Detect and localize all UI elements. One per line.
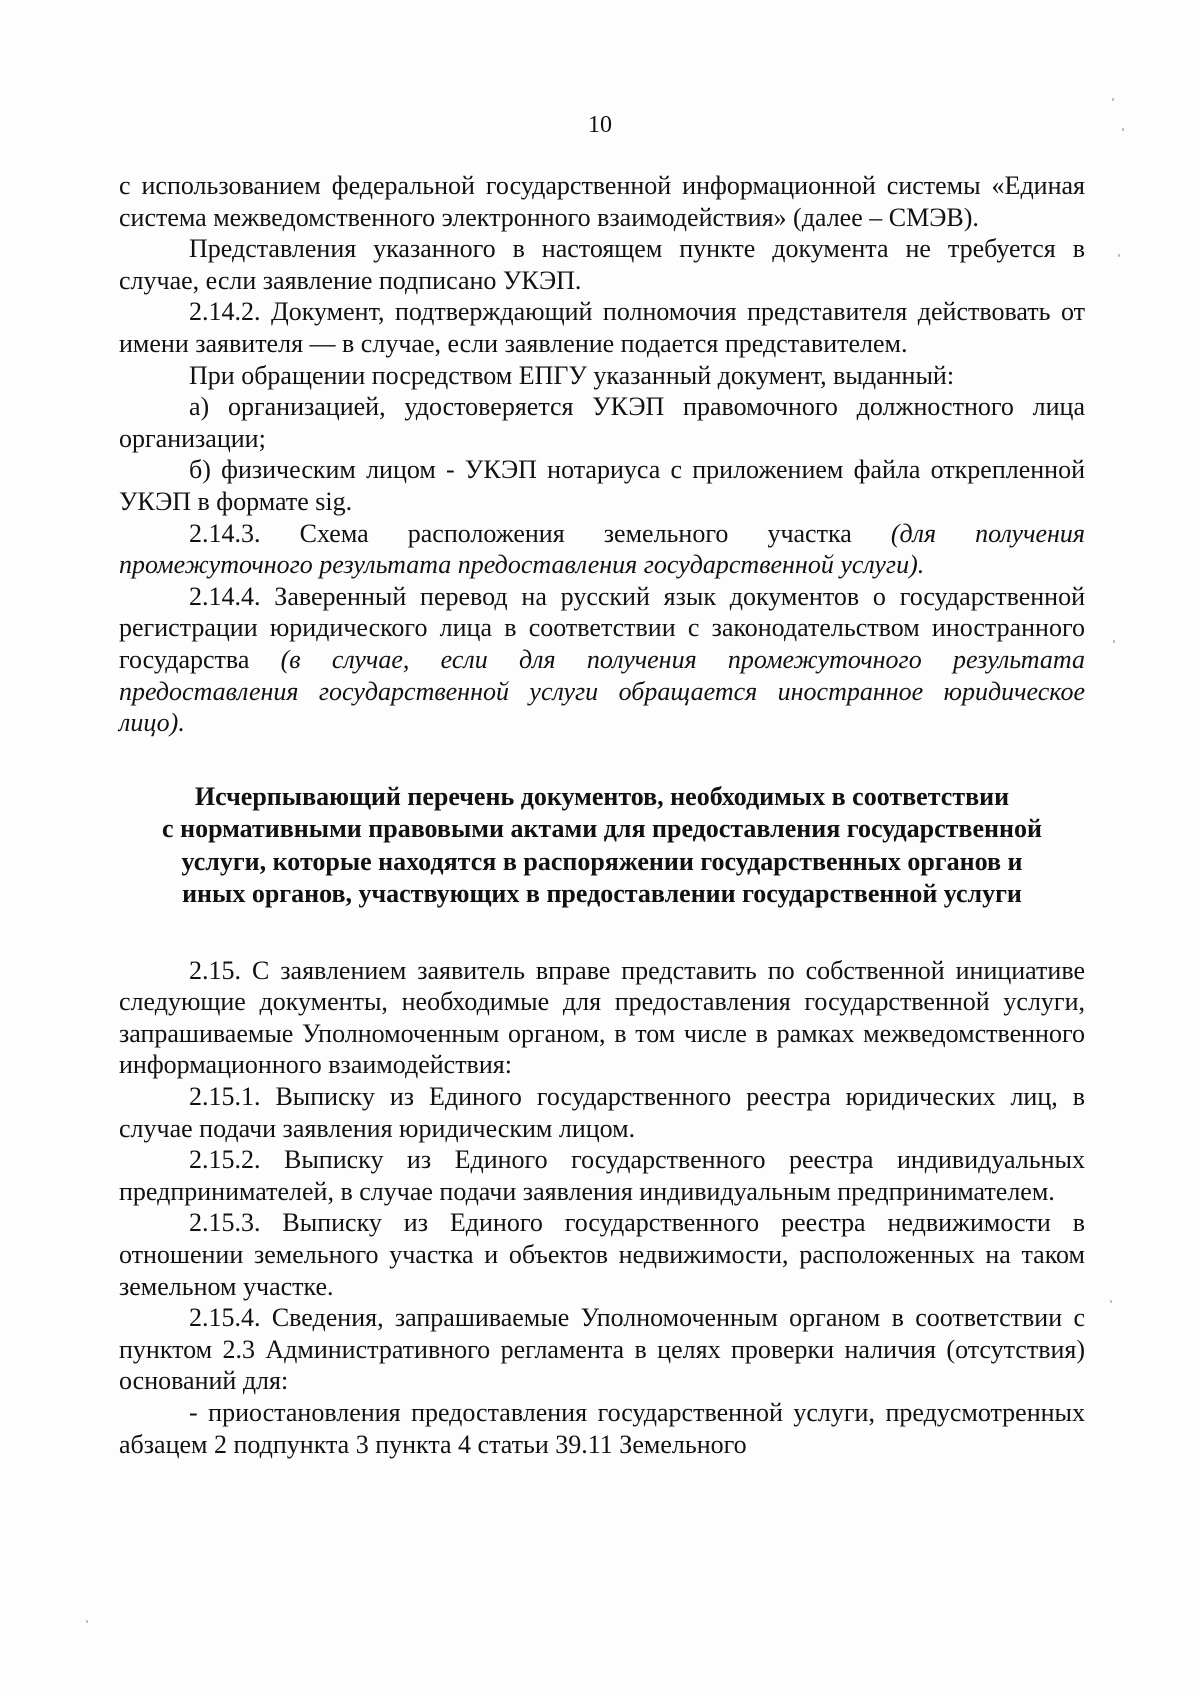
paragraph-2-15-3: 2.15.3. Выписку из Единого государственного реестра недвижимости в отношении земельного участка и объектов недвижимости, расположенных на таком земельном участке. [119,1208,1085,1301]
paragraph-item-b: б) физическим лицом - УКЭП нотариуса с приложением файла открепленной УКЭП в формате sig. [119,455,1085,516]
paragraph-item-a: а) организацией, удостоверяется УКЭП правомочного должностного лица организации; [119,392,1085,453]
scan-speck [1118,254,1120,257]
scan-speck [1112,98,1114,101]
paragraph-epgu-document: При обращении посредством ЕПГУ указанный документ, выданный: [189,360,955,390]
paragraph-2-15: 2.15. С заявлением заявитель вправе представить по собственной инициативе следующие документы, необходимые для предоставления государственной услуги, запрашиваемые Уполномоченным органом, в том числе в рамках межведомственного информационного взаимодействия: [119,955,1085,1080]
paragraph-2-14-3-note: (для получения промежуточного результата предоставления государственной услуги). [119,518,1085,580]
paragraph-suspension-item: - приостановления предоставления государственной услуги, предусмотренных абзацем 2 подпункта 3 пункта 4 статьи 39.11 Земельного [119,1398,1085,1459]
page-number: 10 [588,112,612,138]
paragraph-2-14-4 [119,581,1085,739]
paragraph-2-15-4: 2.15.4. Сведения, запрашиваемые Уполномоченным органом в соответствии с пунктом 2.3 Административного регламента в целях проверки наличия (отсутствия) оснований для: [119,1303,1085,1396]
paragraph-2-15-1: 2.15.1. Выписку из Единого государственного реестра юридических лиц, в случае подачи заявления юридическим лицом. [119,1082,1085,1143]
section-heading-line-3: услуги, которые находятся в распоряжении государственных органов и [181,846,1023,876]
section-heading-line-2: с нормативными правовыми актами для предоставления государственной [162,814,1042,844]
paragraph-2-14-4-text: 2.14.4. Заверенный перевод на русский язык документов о государственной регистрации юридического лица в соответствии с законодательством иностранного государства [119,581,1085,674]
paragraph-2-15-2: 2.15.2. Выписку из Единого государственного реестра индивидуальных предпринимателей, в случае подачи заявления индивидуальным предпринимателем. [119,1145,1085,1206]
paragraph-representation-not-required: Представления указанного в настоящем пункте документа не требуется в случае, если заявление подписано УКЭП. [119,234,1085,295]
paragraph-2-14-3-text: 2.14.3. Схема расположения земельного участка [189,518,891,548]
section-heading-line-4: иных органов, участвующих в предоставлении государственной услуги [182,879,1022,909]
paragraph-2-14-4-note: (в случае, если для получения промежуточного результата предоставления государственной услуги обращается иностранное юридическое лицо). [119,644,1085,738]
scan-speck [1122,128,1124,131]
section-heading-line-1: Исчерпывающий перечень документов, необходимых в соответствии [194,781,1010,811]
section-heading [119,781,1085,911]
document-body [119,170,1085,1460]
paragraph-2-14-2: 2.14.2. Документ, подтверждающий полномочия представителя действовать от имени заявителя — в случае, если заявление подается представителем. [119,297,1085,358]
scan-speck [1110,1300,1112,1303]
paragraph-2-14-3 [119,518,1085,581]
scan-speck [1113,640,1115,643]
paragraph-smev: с использованием федеральной государственной информационной системы «Единая система межведомственного электронного взаимодействия» (далее – СМЭВ). [119,171,1085,232]
scan-speck [86,1620,88,1623]
